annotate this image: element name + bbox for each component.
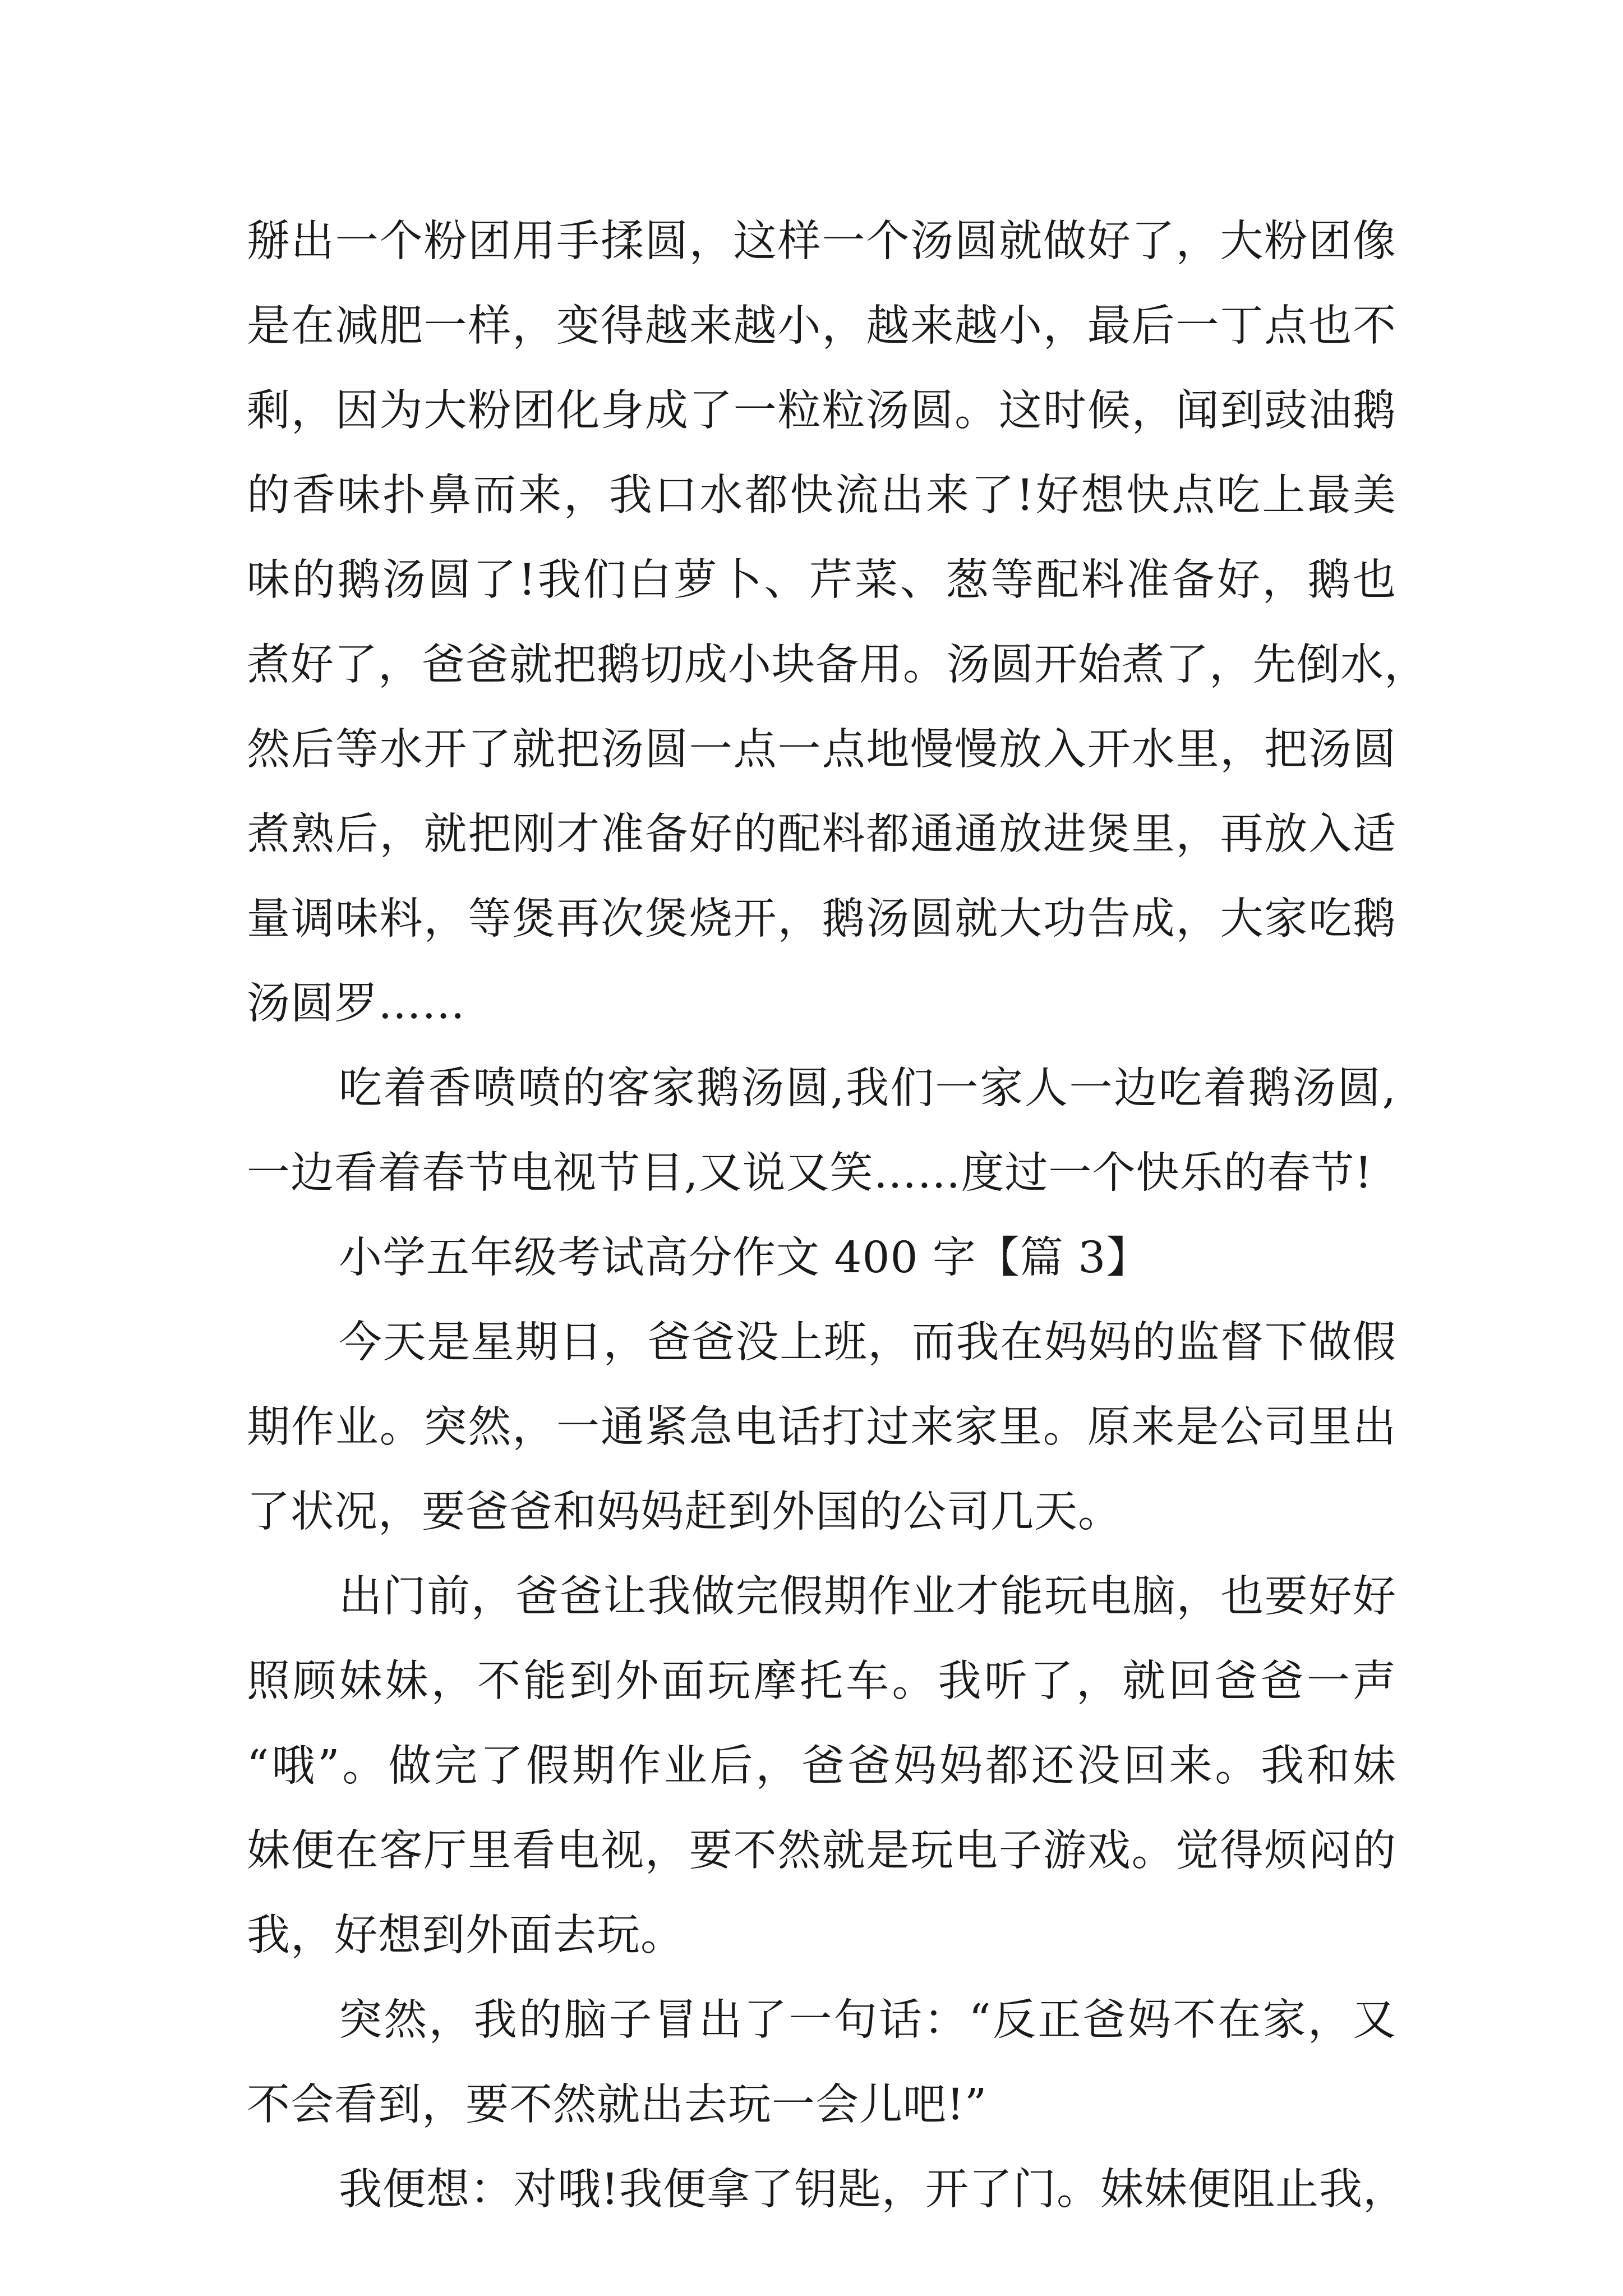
essay-body [247,199,1428,2232]
text-line: 不会看到，要不然就出去玩一会儿吧!” [247,2080,988,2130]
text-line: 了状况，要爸爸和妈妈赶到外国的公司几天。 [247,1487,1122,1537]
text-line: “哦”。做完了假期作业后，爸爸妈妈都还没回来。我和妹 [247,1741,1396,1791]
text-line: 吃着香喷喷的客家鹅汤圆,我们一家人一边吃着鹅汤圆, [339,1064,1396,1114]
text-line: 今天是星期日，爸爸没上班，而我在妈妈的监督下做假 [339,1318,1396,1368]
text-line: 然后等水开了就把汤圆一点一点地慢慢放入开水里，把汤圆 [247,725,1396,775]
text-line: 我便想：对哦!我便拿了钥匙，开了门。妹妹便阻止我， [339,2165,1407,2215]
text-line: 突然，我的脑子冒出了一句话：“反正爸妈不在家，又 [339,1995,1396,2045]
text-line: 的香味扑鼻而来，我口水都快流出来了!好想快点吃上最美 [247,471,1396,521]
text-line: 煮熟后，就把刚才准备好的配料都通通放进煲里，再放入适 [247,809,1396,859]
text-line: 一边看着春节电视节目,又说又笑……度过一个快乐的春节! [247,1148,1373,1198]
text-line: 出门前，爸爸让我做完假期作业才能玩电脑，也要好好 [339,1572,1396,1622]
text-line: 照顾妹妹，不能到外面玩摩托车。我听了，就回爸爸一声 [247,1657,1396,1706]
text-line: 妹便在客厅里看电视，要不然就是玩电子游戏。觉得烦闷的 [247,1826,1396,1876]
text-line: 汤圆罗…… [247,979,465,1029]
text-line: 量调味料，等煲再次煲烧开，鹅汤圆就大功告成，大家吃鹅 [247,894,1396,944]
text-line: 煮好了，爸爸就把鹅切成小块备用。汤圆开始煮了，先倒水， [247,640,1428,690]
text-line: 剩，因为大粉团化身成了一粒粒汤圆。这时候，闻到豉油鹅 [247,386,1396,436]
text-line: 我，好想到外面去玩。 [247,1911,684,1961]
text-line: 是在减肥一样，变得越来越小，越来越小，最后一丁点也不 [247,301,1396,351]
text-line: 小学五年级考试高分作文 400 字【篇 3】 [339,1233,1150,1283]
text-line: 味的鹅汤圆了!我们白萝卜、芹菜、葱等配料准备好，鹅也 [247,555,1396,605]
text-line: 期作业。突然，一通紧急电话打过来家里。原来是公司里出 [247,1402,1396,1452]
text-line: 掰出一个粉团用手揉圆，这样一个汤圆就做好了，大粉团像 [247,217,1396,266]
